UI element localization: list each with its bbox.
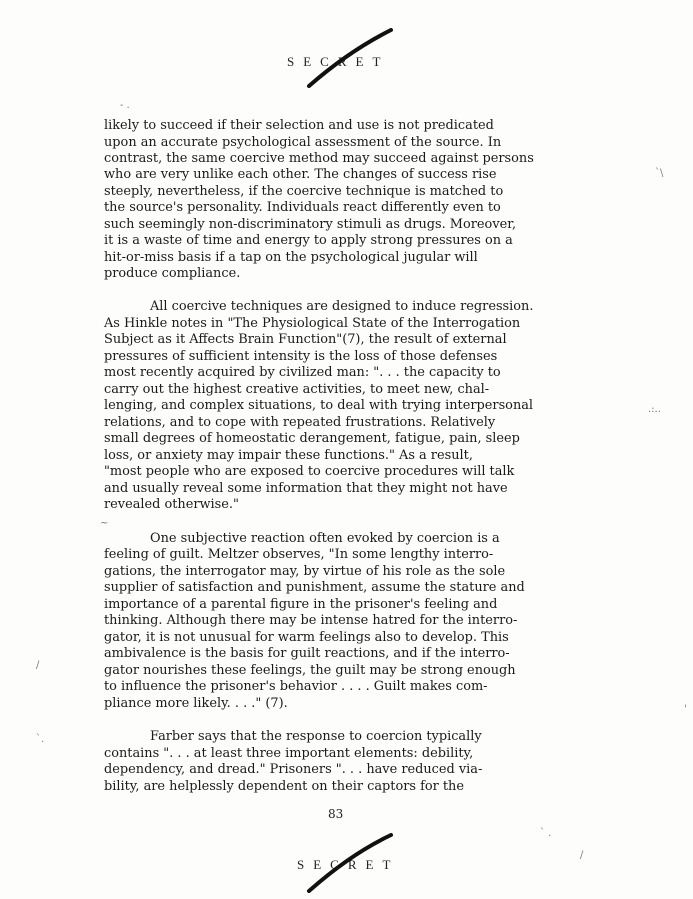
text-line: hit-or-miss basis if a tap on the psychological jugular will [104, 250, 478, 265]
text-line: pressures of sufficient intensity is the loss of those defenses [104, 349, 498, 364]
scan-mark: / [580, 850, 584, 861]
text-line: steeply, nevertheless, if the coercive technique is matched to [104, 184, 504, 199]
scan-mark: `. [36, 734, 45, 745]
page-number: 83 [328, 807, 344, 821]
text-line: revealed otherwise." [104, 497, 239, 512]
redaction-slash-icon [305, 833, 395, 893]
text-line: loss, or anxiety may impair these functions." As a result, [104, 448, 473, 463]
text-line: relations, and to cope with repeated frustrations. Relatively [104, 415, 496, 430]
text-line: it is a waste of time and energy to apply strong pressures on a [104, 233, 513, 248]
text-line: carry out the highest creative activities, to meet new, chal- [104, 382, 490, 397]
text-line: contrast, the same coercive method may succeed against persons [104, 151, 534, 166]
text-line: such seemingly non-discriminatory stimuli as drugs. Moreover, [104, 217, 517, 232]
text-line: Subject as it Affects Brain Function"(7), the result of external [104, 332, 507, 347]
redaction-slash-icon [305, 28, 395, 88]
text-line: importance of a parental figure in the prisoner's feeling and [104, 597, 498, 612]
text-line: contains ". . . at least three important elements: debility, [104, 746, 474, 761]
text-line: and usually reveal some information that they might not have [104, 481, 508, 496]
text-line: "most people who are exposed to coercive procedures will talk [104, 464, 515, 479]
text-line: gator, it is not unusual for warm feelings also to develop. This [104, 630, 509, 645]
classification-header: SECRET [287, 54, 390, 69]
text-line: ambivalence is the basis for guilt reactions, and if the interro- [104, 646, 510, 661]
scan-mark: ` . [540, 828, 552, 839]
scan-mark: `\ [655, 168, 664, 179]
text-line: supplier of satisfaction and punishment, assume the stature and [104, 580, 525, 595]
scan-mark: - . [120, 100, 130, 111]
classification-footer: SECRET [297, 857, 400, 872]
text-line: thinking. Although there may be intense hatred for the interro- [104, 613, 518, 628]
text-line: upon an accurate psychological assessment of the source. In [104, 135, 502, 150]
text-line: One subjective reaction often evoked by coercion is a [150, 531, 500, 546]
scan-mark: ' [684, 704, 687, 715]
text-line: likely to succeed if their selection and use is not predicated [104, 118, 494, 133]
text-line: most recently acquired by civilized man: ". . . the capacity to [104, 365, 501, 380]
text-line: gator nourishes these feelings, the guilt may be strong enough [104, 663, 516, 678]
text-line: lenging, and complex situations, to deal with trying interpersonal [104, 398, 534, 413]
text-line: Farber says that the response to coercion typically [150, 729, 482, 744]
text-line: pliance more likely. . . ." (7). [104, 696, 288, 711]
text-line: feeling of guilt. Meltzer observes, "In some lengthy interro- [104, 547, 494, 562]
text-line: produce compliance. [104, 266, 241, 281]
text-line: All coercive techniques are designed to induce regression. [150, 299, 534, 314]
text-line: bility, are helplessly dependent on their captors for the [104, 779, 464, 794]
text-line: gations, the interrogator may, by virtue of his role as the sole [104, 564, 506, 579]
scan-mark: / [36, 660, 40, 671]
text-line: to influence the prisoner's behavior . . . . Guilt makes com- [104, 679, 488, 694]
scan-mark: .:.. [648, 404, 661, 415]
text-line: As Hinkle notes in "The Physiological State of the Interrogation [104, 316, 521, 331]
text-line: dependency, and dread." Prisoners ". . . have reduced via- [104, 762, 483, 777]
text-line: the source's personality. Individuals react differently even to [104, 200, 501, 215]
text-line: small degrees of homeostatic derangement, fatigue, pain, sleep [104, 431, 520, 446]
scan-mark: ~ [100, 518, 109, 529]
text-line: who are very unlike each other. The changes of success rise [104, 167, 497, 182]
